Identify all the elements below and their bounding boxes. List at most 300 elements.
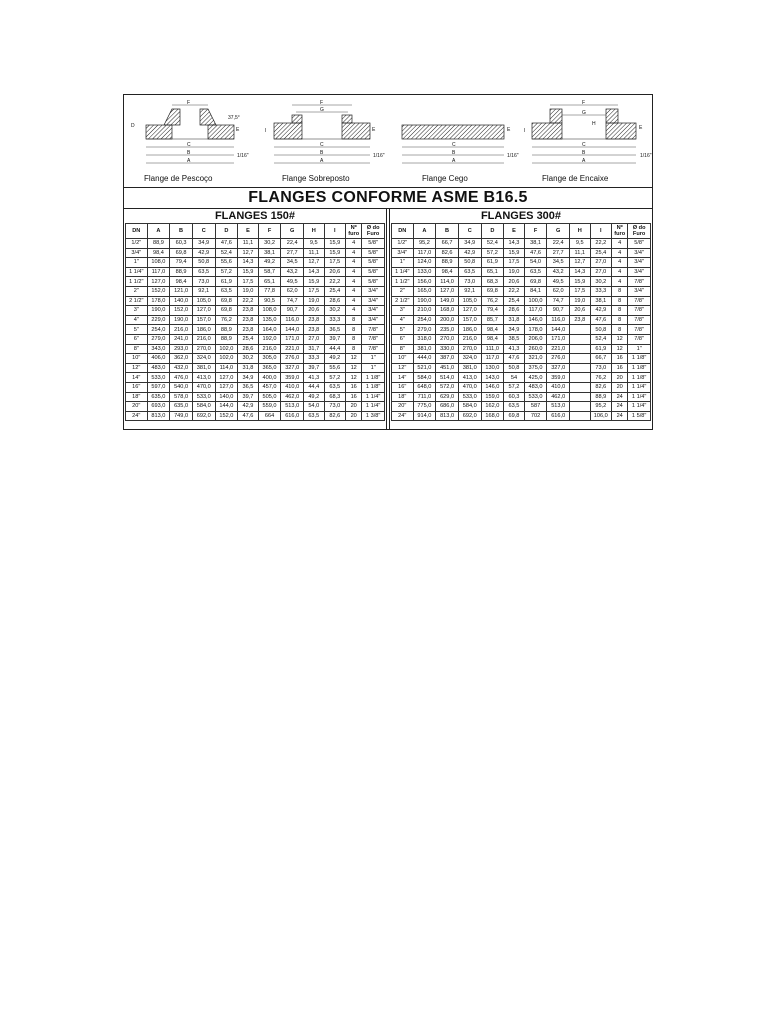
table-cell: 117,0 (413, 248, 436, 258)
table-cell: 19,0 (238, 286, 259, 296)
table-cell: 33,3 (324, 315, 346, 325)
column-header: I (324, 224, 346, 239)
table-cell: 711,0 (413, 392, 436, 402)
table-cell: 49,2 (258, 258, 281, 268)
table-cell: 1" (126, 258, 148, 268)
table-cell: 17,5 (238, 277, 259, 287)
table-cell: 50,8 (192, 258, 215, 268)
table-cell: 327,0 (281, 363, 304, 373)
table-cell: 20 (346, 411, 362, 421)
table-cell: 47,6 (590, 315, 612, 325)
table-cell: 47,6 (504, 354, 525, 364)
table-cell: 55,6 (215, 258, 238, 268)
table-cell: 18" (126, 392, 148, 402)
table-cell: 88,9 (215, 325, 238, 335)
table-cell: 362,0 (170, 354, 193, 364)
column-header: F (524, 224, 547, 239)
table-cell: 305,0 (258, 354, 281, 364)
table-cell: 20" (392, 402, 414, 412)
table-row (126, 248, 385, 258)
table-cell: 16 (612, 354, 628, 364)
table-cell: 279,0 (413, 325, 436, 335)
table-cell: 88,9 (436, 258, 459, 268)
table-cell: 60,3 (170, 239, 193, 249)
table-cell: 34,5 (281, 258, 304, 268)
table-cell (570, 344, 591, 354)
table-cell: 8 (612, 286, 628, 296)
table-cell: 14,3 (304, 267, 325, 277)
table-cell: 171,0 (547, 334, 570, 344)
table-cell: 12,7 (570, 258, 591, 268)
weld-neck-flange-drawing (131, 100, 249, 183)
table-cell: 79,4 (170, 258, 193, 268)
table-row (392, 306, 651, 316)
flange-diagrams (124, 95, 652, 188)
table-cell: 22,4 (547, 239, 570, 249)
table-cell: 98,4 (147, 248, 170, 258)
table-cell: 270,0 (436, 334, 459, 344)
column-header: H (570, 224, 591, 239)
table-cell: 20" (126, 402, 148, 412)
table-cell: 254,0 (147, 325, 170, 335)
table-cell: 1" (392, 258, 414, 268)
table-cell: 69,8 (170, 248, 193, 258)
table-cell: 4 (346, 306, 362, 316)
table-cell: 156,0 (413, 277, 436, 287)
table-cell: 8 (346, 325, 362, 335)
table-cell (570, 325, 591, 335)
table-cell: 11,1 (238, 239, 259, 249)
table-cell: 1 1/4" (362, 392, 385, 402)
column-header: D (215, 224, 238, 239)
dim-A-slipon: A (320, 158, 324, 164)
table-cell: 10" (126, 354, 148, 364)
table-cell: 30,2 (590, 277, 612, 287)
flange-drawings (124, 95, 652, 187)
table-cell: 7/8" (362, 344, 385, 354)
column-header: G (547, 224, 570, 239)
table-cell: 16" (126, 382, 148, 392)
table-cell: 63,5 (458, 267, 481, 277)
table-cell: 1 1/8" (628, 354, 651, 364)
table-cell: 513,0 (547, 402, 570, 412)
table-cell: 157,0 (458, 315, 481, 325)
table-cell: 413,0 (192, 373, 215, 383)
table-cell: 92,1 (192, 286, 215, 296)
table-cell: 25,4 (504, 296, 525, 306)
table-cell: 293,0 (170, 344, 193, 354)
table-cell: 18" (392, 392, 414, 402)
table-cell: 34,9 (504, 325, 525, 335)
table-cell: 1 5/8" (628, 411, 651, 421)
table-cell: 4 (346, 258, 362, 268)
table-cell: 63,5 (192, 267, 215, 277)
table-cell (570, 363, 591, 373)
table-cell: 14" (126, 373, 148, 383)
table-cell: 4 (346, 286, 362, 296)
table-cell: 410,0 (547, 382, 570, 392)
table-cell: 190,0 (147, 306, 170, 316)
table-cell: 20,6 (504, 277, 525, 287)
table-cell: 1/2" (392, 239, 414, 249)
dim-E-neck: E (236, 127, 240, 133)
table-cell: 114,0 (436, 277, 459, 287)
table-cell: 12 (612, 344, 628, 354)
table-cell: 7/8" (362, 334, 385, 344)
table-cell: 178,0 (147, 296, 170, 306)
table-cell: 749,0 (170, 411, 193, 421)
table-cell: 343,0 (147, 344, 170, 354)
table-cell: 23,8 (238, 315, 259, 325)
table-row (126, 373, 385, 383)
column-header: Ø do Furo (362, 224, 385, 239)
table-row (126, 267, 385, 277)
table-cell: 3/4" (628, 248, 651, 258)
table-cell: 7/8" (628, 334, 651, 344)
table-cell: 74,7 (281, 296, 304, 306)
table-cell: 102,0 (215, 354, 238, 364)
table-cell: 9,5 (304, 239, 325, 249)
table-cell: 152,0 (215, 411, 238, 421)
table-cell: 8 (346, 315, 362, 325)
table-cell: 14,3 (504, 239, 525, 249)
dim-A-blind: A (452, 158, 456, 164)
table-cell: 43,2 (547, 267, 570, 277)
table-cell: 171,0 (281, 334, 304, 344)
table-cell: 20,6 (570, 306, 591, 316)
table-cell: 8 (346, 334, 362, 344)
blind-flange-drawing (402, 125, 519, 183)
table-cell: 159,0 (481, 392, 504, 402)
dim-F-slipon: F (320, 100, 324, 106)
table-cell: 39,7 (238, 392, 259, 402)
table-cell: 1" (362, 363, 385, 373)
table-cell: 186,0 (192, 325, 215, 335)
table-cell: 15,9 (324, 239, 346, 249)
table-cell: 38,1 (524, 239, 547, 249)
column-header: G (281, 224, 304, 239)
table-cell: 98,4 (481, 334, 504, 344)
table-cell (570, 392, 591, 402)
table-cell: 629,0 (436, 392, 459, 402)
table-cell: 82,6 (324, 411, 346, 421)
table-cell: 359,0 (547, 373, 570, 383)
table-cell: 572,0 (436, 382, 459, 392)
table-cell: 4 (612, 248, 628, 258)
table-cell: 57,2 (215, 267, 238, 277)
table-cell: 1 1/4" (628, 382, 651, 392)
flanges-300-table (391, 223, 651, 421)
table-row (392, 277, 651, 287)
slip-on-flange-drawing (265, 100, 385, 183)
table-cell: 505,0 (258, 392, 281, 402)
table-cell: 62,0 (281, 286, 304, 296)
table-cell: 60,3 (504, 392, 525, 402)
table-cell: 65,1 (481, 267, 504, 277)
section-title-300: FLANGES 300# (480, 210, 562, 222)
column-header: Ø do Furo (628, 224, 651, 239)
table-cell: 63,5 (304, 411, 325, 421)
table-cell: 152,0 (147, 286, 170, 296)
table-cell: 124,0 (413, 258, 436, 268)
table-cell: 178,0 (524, 325, 547, 335)
table-row (392, 325, 651, 335)
table-cell: 8 (346, 344, 362, 354)
table-row (392, 258, 651, 268)
table-cell: 168,0 (481, 411, 504, 421)
table-cell: 216,0 (192, 334, 215, 344)
table-cell: 12,7 (304, 258, 325, 268)
column-header: Nº furo (612, 224, 628, 239)
table-cell: 692,0 (458, 411, 481, 421)
table-cell: 8" (392, 344, 414, 354)
table-row (126, 363, 385, 373)
table-cell: 69,8 (481, 286, 504, 296)
table-cell: 1" (628, 344, 651, 354)
dim-I-slipon: I (265, 128, 267, 134)
table-cell: 100,0 (524, 296, 547, 306)
table-cell: 4 (346, 277, 362, 287)
table-cell: 3/4" (628, 267, 651, 277)
dim-E-socket: E (639, 125, 643, 131)
table-cell: 49,2 (324, 354, 346, 364)
table-cell (570, 411, 591, 421)
table-cell: 41,3 (504, 344, 525, 354)
table-cell: 470,0 (192, 382, 215, 392)
table-row (126, 354, 385, 364)
section-title-150: FLANGES 150# (214, 210, 296, 222)
table-cell: 42,9 (238, 402, 259, 412)
table-cell: 22,2 (324, 277, 346, 287)
table-cell (570, 402, 591, 412)
table-cell: 30,2 (324, 306, 346, 316)
table-cell: 61,9 (590, 344, 612, 354)
table-cell: 15,9 (304, 277, 325, 287)
table-cell: 12,7 (238, 248, 259, 258)
table-cell: 10" (392, 354, 414, 364)
table-cell: 12 (346, 354, 362, 364)
table-cell: 116,0 (547, 315, 570, 325)
table-cell: 65,1 (258, 277, 281, 287)
table-cell: 165,0 (413, 286, 436, 296)
table-cell: 54,0 (304, 402, 325, 412)
table-cell: 8" (126, 344, 148, 354)
table-cell: 22,4 (281, 239, 304, 249)
table-cell: 7/8" (628, 277, 651, 287)
table-cell: 95,2 (413, 239, 436, 249)
table-cell: 775,0 (413, 402, 436, 412)
table-cell: 19,0 (304, 296, 325, 306)
dim-F-neck: F (187, 100, 191, 106)
table-row (126, 325, 385, 335)
table-cell: 127,0 (147, 277, 170, 287)
table-cell: 61,9 (215, 277, 238, 287)
table-cell: 168,0 (436, 306, 459, 316)
table-cell: 241,0 (170, 334, 193, 344)
dim-angle-neck: 37,5° (228, 115, 240, 121)
dim-y-neck: 1/16" (237, 153, 249, 159)
table-cell: 108,0 (258, 306, 281, 316)
table-cell: 42,9 (458, 248, 481, 258)
table-row (392, 402, 651, 412)
table-cell: 324,0 (458, 354, 481, 364)
table-cell: 43,2 (281, 267, 304, 277)
label-weld-neck: Flange de Pescoço (144, 174, 213, 183)
table-cell: 686,0 (436, 402, 459, 412)
table-cell: 8 (612, 325, 628, 335)
page-title: FLANGES CONFORME ASME B16.5 (124, 188, 652, 209)
table-cell: 375,0 (524, 363, 547, 373)
table-cell: 77,8 (258, 286, 281, 296)
table-cell: 7/8" (628, 306, 651, 316)
table-cell: 476,0 (170, 373, 193, 383)
table-cell: 5/8" (362, 239, 385, 249)
table-cell: 693,0 (147, 402, 170, 412)
dim-A-socket: A (582, 158, 586, 164)
table-cell: 50,8 (590, 325, 612, 335)
table-cell: 1 1/4" (392, 267, 414, 277)
table-cell: 6" (392, 334, 414, 344)
table-cell: 76,2 (215, 315, 238, 325)
table-cell: 90,7 (281, 306, 304, 316)
table-cell: 36,5 (238, 382, 259, 392)
table-cell: 3/4" (628, 258, 651, 268)
table-cell: 16" (392, 382, 414, 392)
table-cell: 221,0 (547, 344, 570, 354)
table-cell: 88,9 (215, 334, 238, 344)
table-cell: 470,0 (458, 382, 481, 392)
table-cell: 27,0 (304, 334, 325, 344)
column-header: D (481, 224, 504, 239)
table-cell: 28,6 (238, 344, 259, 354)
table-cell: 3" (392, 306, 414, 316)
table-cell: 121,0 (170, 286, 193, 296)
table-cell: 20 (346, 402, 362, 412)
label-socket: Flange de Encaixe (542, 174, 609, 183)
table-cell: 105,0 (192, 296, 215, 306)
table-cell: 221,0 (281, 344, 304, 354)
table-cell: 17,5 (570, 286, 591, 296)
table-cell: 11,1 (570, 248, 591, 258)
column-header: F (258, 224, 281, 239)
table-cell: 27,7 (281, 248, 304, 258)
table-row (126, 392, 385, 402)
table-cell: 12 (346, 373, 362, 383)
table-cell: 1 1/8" (362, 382, 385, 392)
table-cell: 50,8 (504, 363, 525, 373)
table-cell: 4 (612, 277, 628, 287)
table-row (126, 306, 385, 316)
table-cell: 597,0 (147, 382, 170, 392)
table-cell: 162,0 (481, 402, 504, 412)
column-header: A (413, 224, 436, 239)
table-cell: 648,0 (413, 382, 436, 392)
table-cell: 1 1/4" (362, 402, 385, 412)
table-cell: 82,6 (590, 382, 612, 392)
table-cell: 616,0 (281, 411, 304, 421)
table-cell: 58,7 (258, 267, 281, 277)
table-cell: 23,8 (304, 315, 325, 325)
table-cell: 692,0 (192, 411, 215, 421)
table-row (126, 315, 385, 325)
table-row (392, 363, 651, 373)
table-cell: 1 1/8" (628, 363, 651, 373)
table-cell: 62,0 (547, 286, 570, 296)
table-cell: 34,9 (238, 373, 259, 383)
table-row (392, 344, 651, 354)
table-cell: 5/8" (628, 239, 651, 249)
table-cell: 559,0 (258, 402, 281, 412)
table-cell: 116,0 (281, 315, 304, 325)
table-cell: 44,4 (304, 382, 325, 392)
table-cell: 229,0 (147, 315, 170, 325)
table-cell: 279,0 (147, 334, 170, 344)
table-cell: 3/4" (362, 315, 385, 325)
table-cell: 8 (612, 315, 628, 325)
dim-A-neck: A (187, 158, 191, 164)
table-cell: 33,3 (304, 354, 325, 364)
table-cell: 206,0 (524, 334, 547, 344)
table-cell: 38,1 (590, 296, 612, 306)
table-cell: 12" (392, 363, 414, 373)
dim-G-slipon: G (320, 107, 324, 113)
table-cell: 1 1/8" (362, 373, 385, 383)
table-cell: 7/8" (628, 325, 651, 335)
dim-y-socket: 1/16" (640, 153, 652, 159)
table-cell: 20,6 (304, 306, 325, 316)
table-cell: 74,7 (547, 296, 570, 306)
table-cell: 98,4 (481, 325, 504, 335)
table-cell: 5/8" (362, 277, 385, 287)
table-cell: 483,0 (147, 363, 170, 373)
table-cell: 16 (612, 363, 628, 373)
socket-flange-drawing (524, 100, 652, 183)
table-cell: 144,0 (281, 325, 304, 335)
table-cell: 25,4 (238, 334, 259, 344)
table-row (392, 286, 651, 296)
dim-B-neck: B (187, 150, 191, 156)
table-cell: 24" (392, 411, 414, 421)
table-cell: 66,7 (436, 239, 459, 249)
table-cell: 1/2" (126, 239, 148, 249)
table-cell: 50,8 (458, 258, 481, 268)
table-cell: 17,5 (304, 286, 325, 296)
table-cell: 462,0 (281, 392, 304, 402)
column-header: B (170, 224, 193, 239)
table-cell: 635,0 (170, 402, 193, 412)
table-cell: 254,0 (413, 315, 436, 325)
table-cell: 27,0 (590, 258, 612, 268)
table-cell: 27,7 (547, 248, 570, 258)
table-cell: 20,6 (324, 267, 346, 277)
table-cell: 57,2 (504, 382, 525, 392)
table-cell: 24" (126, 411, 148, 421)
table-cell: 90,5 (258, 296, 281, 306)
table-cell: 57,2 (324, 373, 346, 383)
table-cell: 2" (392, 286, 414, 296)
table-cell: 5" (392, 325, 414, 335)
table-cell: 457,0 (258, 382, 281, 392)
table-cell: 105,0 (458, 296, 481, 306)
table-cell: 73,0 (324, 402, 346, 412)
table-cell: 149,0 (436, 296, 459, 306)
table-cell: 318,0 (413, 334, 436, 344)
table-cell: 98,4 (436, 267, 459, 277)
table-cell: 31,7 (304, 344, 325, 354)
table-cell: 4 (612, 267, 628, 277)
table-cell: 330,0 (436, 344, 459, 354)
label-blind: Flange Cego (422, 174, 468, 183)
